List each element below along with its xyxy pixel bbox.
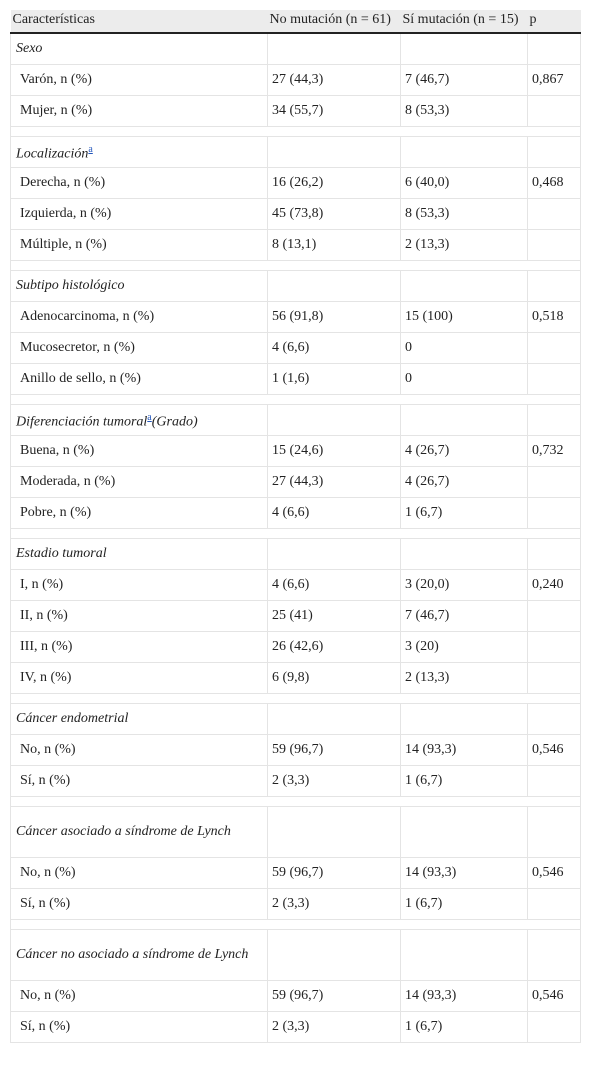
table-row [11,498,581,529]
table-row [11,570,581,601]
table-row [11,632,581,663]
table-row [11,735,581,766]
row-label: Mujer, n (%) [11,96,268,127]
spacer-cell [11,797,581,807]
row-label: Múltiple, n (%) [11,230,268,261]
section-title-text: Localización [16,146,89,162]
table-body [11,33,581,1043]
footnote-link[interactable]: a [147,412,152,424]
characteristics-table [10,10,581,1043]
table-row [11,333,581,364]
table-row [11,858,581,889]
spacer-cell [11,127,581,137]
p-value: 0,546 [528,858,581,889]
no-mutation-value: 26 (42,6) [268,632,401,663]
yes-mutation-value: 0 [401,333,528,364]
empty-cell [401,539,528,570]
section-row [11,405,581,436]
row-label: Derecha, n (%) [11,168,268,199]
p-value: 0,518 [528,302,581,333]
header-row [11,10,581,33]
p-value: 0,240 [528,570,581,601]
spacer-row [11,694,581,704]
table-row [11,601,581,632]
p-value [528,96,581,127]
table-row [11,467,581,498]
p-value: 0,468 [528,168,581,199]
section-title [11,271,268,302]
row-label: Varón, n (%) [11,65,268,96]
section-title [11,704,268,735]
p-value [528,199,581,230]
yes-mutation-value: 3 (20) [401,632,528,663]
p-value [528,663,581,694]
row-label: Sí, n (%) [11,1012,268,1043]
table-row [11,436,581,467]
section-row [11,137,581,168]
spacer-cell [11,395,581,405]
section-title-text: Subtipo histológico [16,278,125,293]
empty-cell [401,704,528,735]
p-value: 0,867 [528,65,581,96]
spacer-row [11,529,581,539]
row-label: Anillo de sello, n (%) [11,364,268,395]
yes-mutation-value: 14 (93,3) [401,735,528,766]
spacer-row [11,797,581,807]
section-title [11,539,268,570]
table-row [11,981,581,1012]
row-label: III, n (%) [11,632,268,663]
header-no-mutation: No mutación (n = 61) [268,10,401,33]
empty-cell [401,930,528,981]
row-label: Pobre, n (%) [11,498,268,529]
empty-cell [268,271,401,302]
section-title-suffix: (Grado) [151,414,198,430]
table-row [11,663,581,694]
yes-mutation-value: 7 (46,7) [401,601,528,632]
spacer-row [11,395,581,405]
no-mutation-value: 4 (6,6) [268,498,401,529]
p-value [528,1012,581,1043]
table-row [11,199,581,230]
no-mutation-value: 8 (13,1) [268,230,401,261]
section-title [11,33,268,65]
no-mutation-value: 59 (96,7) [268,858,401,889]
empty-cell [401,33,528,65]
yes-mutation-value: 4 (26,7) [401,436,528,467]
row-label: II, n (%) [11,601,268,632]
p-value: 0,546 [528,981,581,1012]
yes-mutation-value: 14 (93,3) [401,981,528,1012]
p-value [528,333,581,364]
empty-cell [528,33,581,65]
header-p-value: p [528,10,581,33]
table-header [11,10,581,33]
table-row [11,889,581,920]
table-row [11,65,581,96]
section-row [11,271,581,302]
yes-mutation-value: 15 (100) [401,302,528,333]
footnote-link[interactable]: a [88,144,93,156]
row-label: I, n (%) [11,570,268,601]
table-container [10,10,580,1043]
spacer-row [11,127,581,137]
yes-mutation-value: 2 (13,3) [401,230,528,261]
no-mutation-value: 6 (9,8) [268,663,401,694]
section-title [11,137,268,168]
yes-mutation-value: 1 (6,7) [401,1012,528,1043]
p-value [528,632,581,663]
p-value [528,889,581,920]
table-row [11,364,581,395]
no-mutation-value: 59 (96,7) [268,981,401,1012]
yes-mutation-value: 2 (13,3) [401,663,528,694]
empty-cell [268,539,401,570]
row-label: Sí, n (%) [11,766,268,797]
table-row [11,96,581,127]
footnote-marker [88,142,92,155]
section-title-text: Sexo [16,41,43,56]
no-mutation-value: 27 (44,3) [268,65,401,96]
p-value [528,601,581,632]
section-row [11,807,581,858]
no-mutation-value: 34 (55,7) [268,96,401,127]
section-title [11,807,268,858]
row-label: Izquierda, n (%) [11,199,268,230]
no-mutation-value: 4 (6,6) [268,333,401,364]
row-label: Adenocarcinoma, n (%) [11,302,268,333]
empty-cell [268,33,401,65]
p-value [528,230,581,261]
section-row [11,930,581,981]
yes-mutation-value: 8 (53,3) [401,199,528,230]
table-row [11,168,581,199]
p-value: 0,732 [528,436,581,467]
section-title-text: Cáncer endometrial [16,711,129,726]
header-characteristics: Características [11,10,268,33]
section-title-text: Diferenciación tumoral [16,414,148,430]
empty-cell [268,930,401,981]
yes-mutation-value: 6 (40,0) [401,168,528,199]
empty-cell [268,405,401,436]
empty-cell [401,807,528,858]
p-value [528,364,581,395]
yes-mutation-value: 3 (20,0) [401,570,528,601]
no-mutation-value: 15 (24,6) [268,436,401,467]
empty-cell [528,704,581,735]
no-mutation-value: 25 (41) [268,601,401,632]
section-title-text: Cáncer no asociado a síndrome de Lynch [16,947,249,962]
spacer-cell [11,920,581,930]
section-title [11,930,268,981]
spacer-cell [11,529,581,539]
no-mutation-value: 59 (96,7) [268,735,401,766]
p-value [528,498,581,529]
spacer-cell [11,694,581,704]
section-title [11,405,268,436]
table-row [11,230,581,261]
empty-cell [528,405,581,436]
yes-mutation-value: 14 (93,3) [401,858,528,889]
yes-mutation-value: 1 (6,7) [401,498,528,529]
no-mutation-value: 4 (6,6) [268,570,401,601]
empty-cell [268,807,401,858]
no-mutation-value: 2 (3,3) [268,766,401,797]
row-label: Sí, n (%) [11,889,268,920]
spacer-row [11,920,581,930]
table-row [11,766,581,797]
row-label: Mucosecretor, n (%) [11,333,268,364]
no-mutation-value: 45 (73,8) [268,199,401,230]
empty-cell [401,137,528,168]
empty-cell [268,704,401,735]
spacer-cell [11,261,581,271]
table-row [11,302,581,333]
row-label: No, n (%) [11,858,268,889]
row-label: No, n (%) [11,735,268,766]
empty-cell [528,271,581,302]
row-label: No, n (%) [11,981,268,1012]
section-title-text: Cáncer asociado a síndrome de Lynch [16,824,231,839]
no-mutation-value: 1 (1,6) [268,364,401,395]
empty-cell [268,137,401,168]
empty-cell [528,539,581,570]
yes-mutation-value: 0 [401,364,528,395]
spacer-row [11,261,581,271]
section-row [11,704,581,735]
header-yes-mutation: Sí mutación (n = 15) [401,10,528,33]
yes-mutation-value: 8 (53,3) [401,96,528,127]
empty-cell [401,271,528,302]
no-mutation-value: 56 (91,8) [268,302,401,333]
no-mutation-value: 2 (3,3) [268,1012,401,1043]
table-row [11,1012,581,1043]
section-row [11,33,581,65]
row-label: IV, n (%) [11,663,268,694]
row-label: Moderada, n (%) [11,467,268,498]
section-row [11,539,581,570]
empty-cell [401,405,528,436]
p-value [528,766,581,797]
p-value: 0,546 [528,735,581,766]
no-mutation-value: 16 (26,2) [268,168,401,199]
empty-cell [528,137,581,168]
yes-mutation-value: 7 (46,7) [401,65,528,96]
empty-cell [528,807,581,858]
yes-mutation-value: 4 (26,7) [401,467,528,498]
row-label: Buena, n (%) [11,436,268,467]
no-mutation-value: 27 (44,3) [268,467,401,498]
empty-cell [528,930,581,981]
yes-mutation-value: 1 (6,7) [401,889,528,920]
section-title-text: Estadio tumoral [16,546,107,561]
p-value [528,467,581,498]
yes-mutation-value: 1 (6,7) [401,766,528,797]
no-mutation-value: 2 (3,3) [268,889,401,920]
